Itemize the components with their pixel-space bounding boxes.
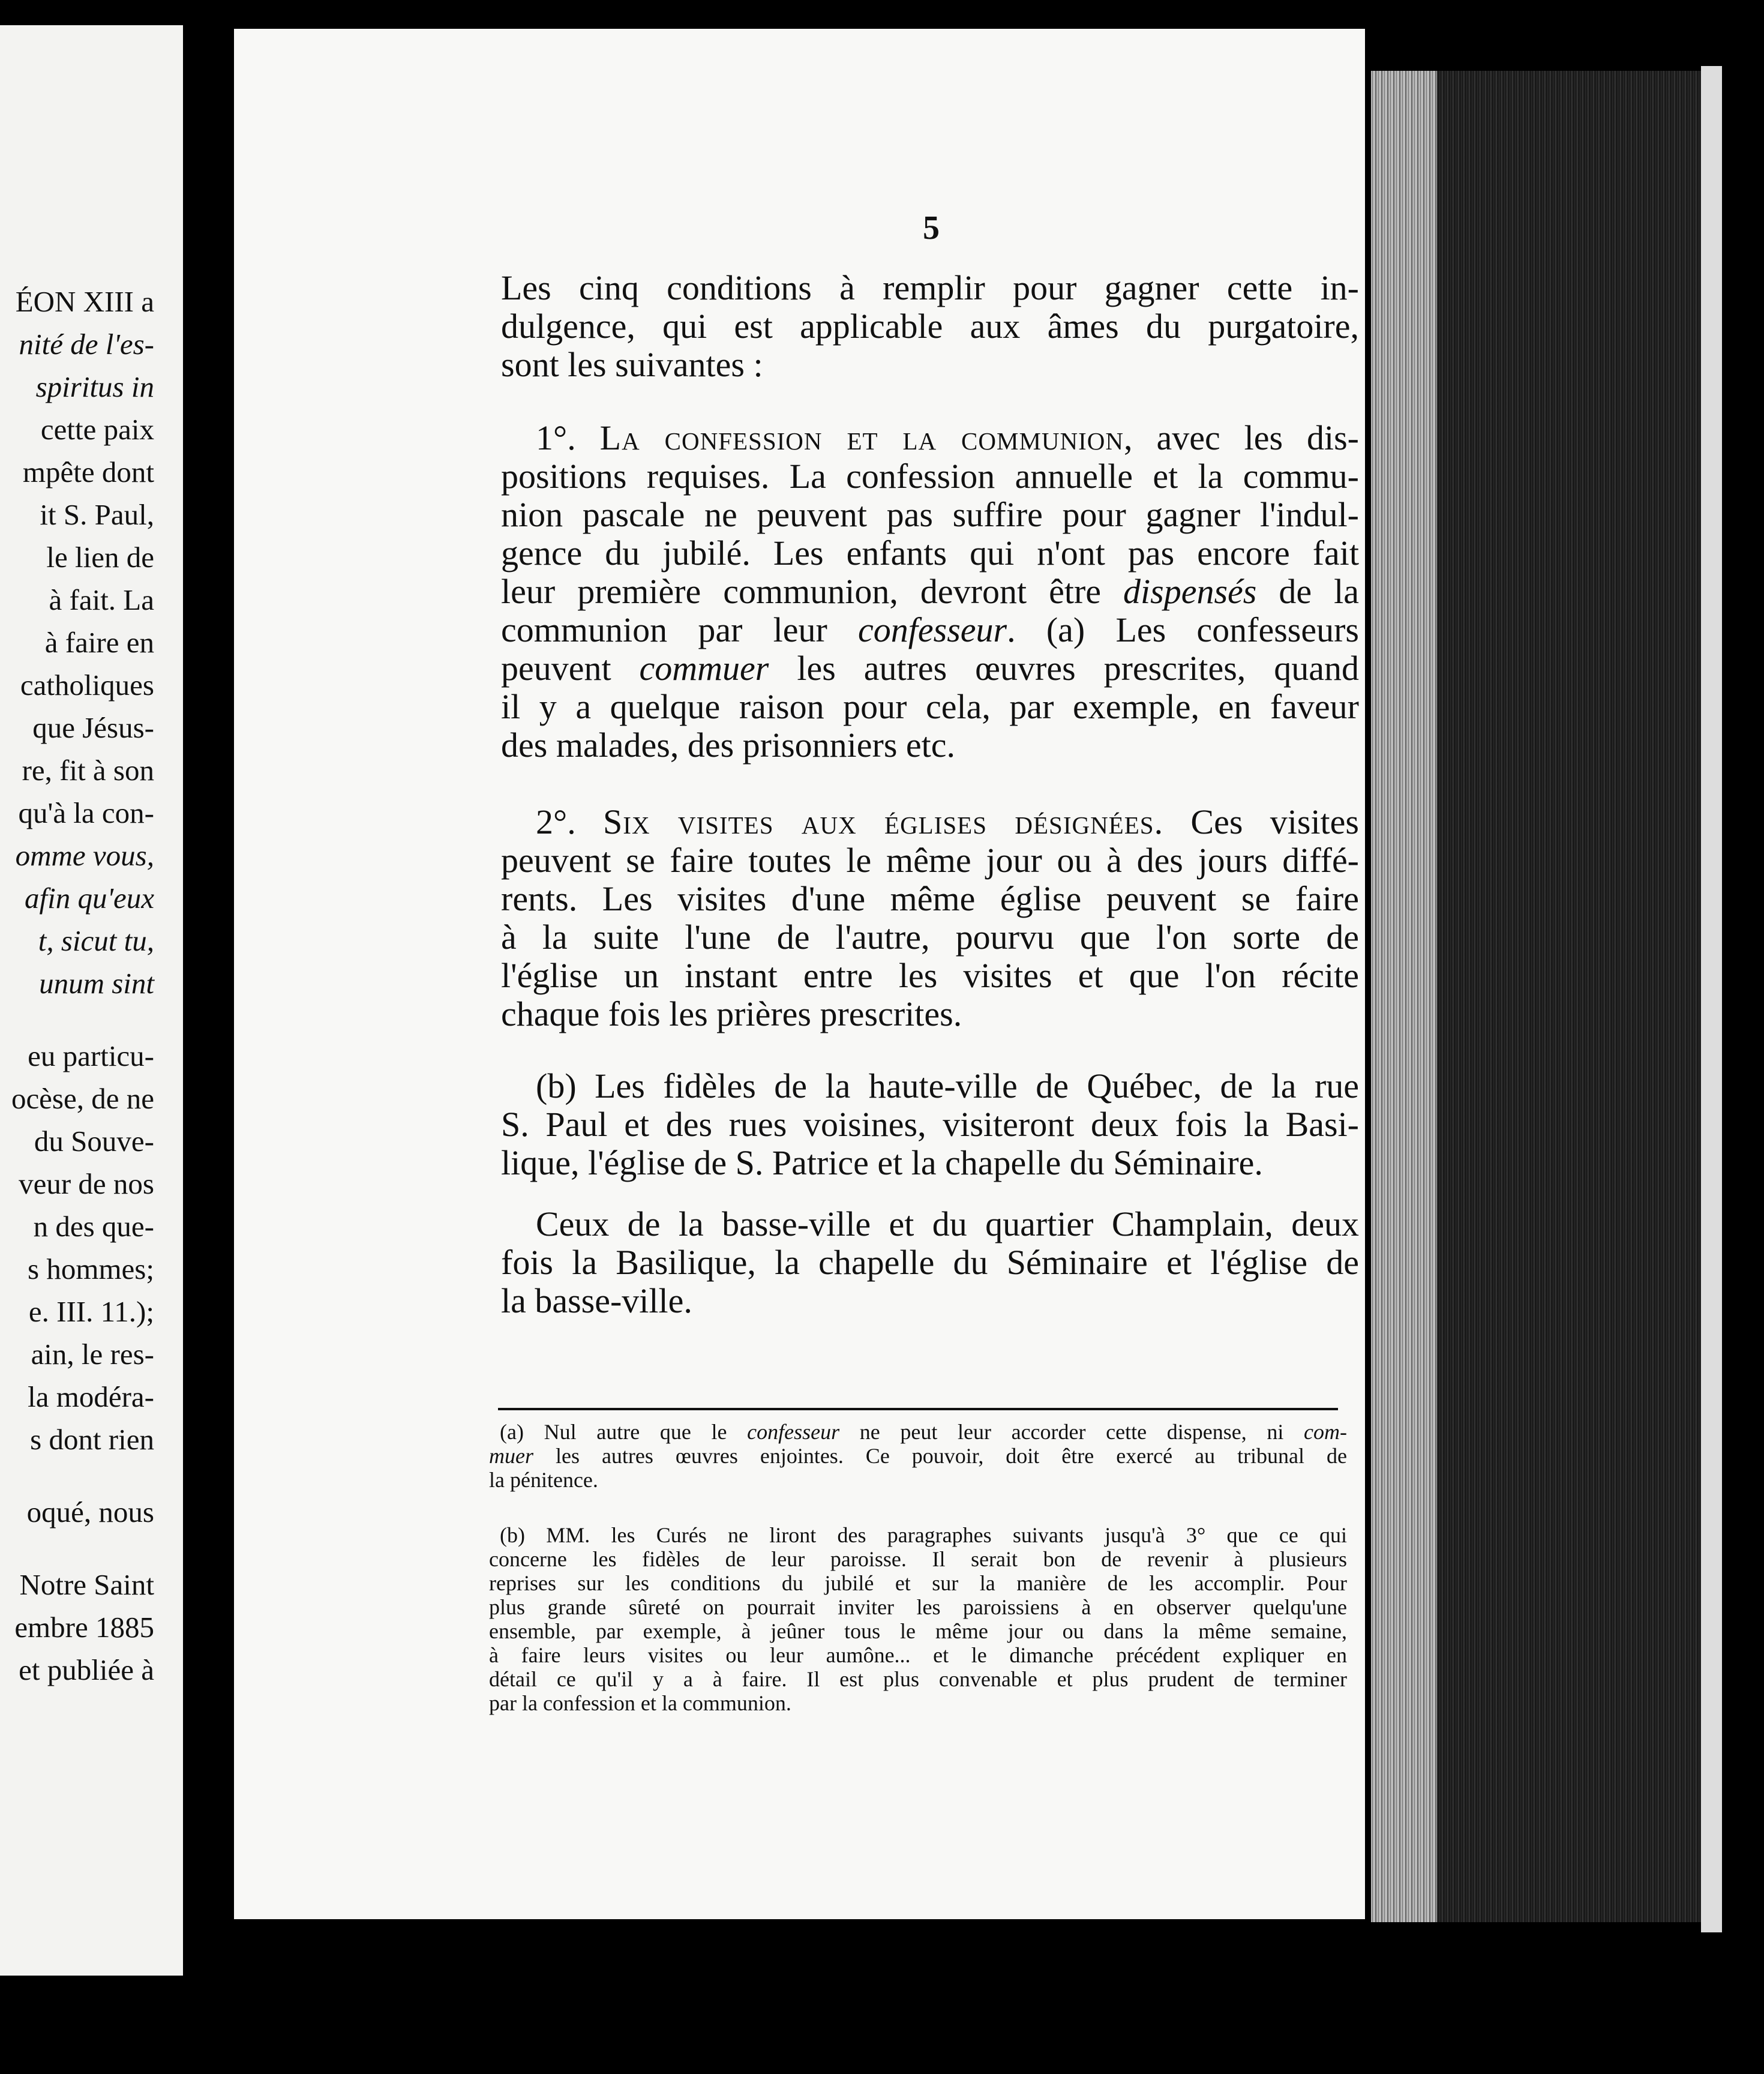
paragraph-basse-ville bbox=[501, 1205, 1359, 1320]
previous-page-line: nité de l'es- bbox=[19, 328, 154, 361]
previous-page-line: n des que- bbox=[33, 1210, 154, 1243]
page-stack bbox=[1371, 71, 1437, 1922]
text-line: l'église un instant entre les visites et que l'on récite bbox=[501, 956, 1359, 995]
text-line: S. Paul et des rues voisines, visiteront deux fois la Basi- bbox=[501, 1105, 1359, 1144]
previous-page-line: s hommes; bbox=[28, 1252, 154, 1285]
previous-page-line: spiritus in bbox=[35, 370, 154, 403]
previous-page-line: et publiée à bbox=[19, 1653, 154, 1686]
paragraph-six-visites bbox=[501, 803, 1359, 1033]
previous-page-line: du Souve- bbox=[34, 1125, 154, 1158]
footnote-a bbox=[489, 1420, 1347, 1492]
text-line: concerne les fidèles de leur paroisse. Il serait bon de revenir à plusieurs bbox=[489, 1547, 1347, 1571]
previous-page-line: que Jésus- bbox=[32, 711, 154, 744]
previous-page-line: le lien de bbox=[46, 541, 154, 574]
previous-page-text bbox=[11, 280, 154, 1691]
text-line: Les cinq conditions à remplir pour gagner cette in- bbox=[501, 268, 1359, 307]
text-line: la basse-ville. bbox=[501, 1281, 692, 1320]
previous-page-line: afin qu'eux bbox=[25, 882, 154, 915]
previous-page-line: it S. Paul, bbox=[40, 498, 154, 531]
text-line: (a) Nul autre que le confesseur ne peut leur accorder cette dispense, ni com- bbox=[500, 1420, 1347, 1444]
previous-page-line: ain, le res- bbox=[31, 1338, 154, 1371]
footnote-b bbox=[489, 1523, 1347, 1715]
text-line: peuvent se faire toutes le même jour ou à des jours diffé- bbox=[501, 841, 1359, 880]
footnote-divider bbox=[498, 1408, 1338, 1410]
text-line: (b) Les fidèles de la haute-ville de Québec, de la rue bbox=[536, 1066, 1359, 1105]
previous-page-line: omme vous, bbox=[15, 839, 154, 872]
previous-page-line: embre 1885 bbox=[14, 1611, 154, 1644]
text-line: lique, l'église de S. Patrice et la chapelle du Séminaire. bbox=[501, 1143, 1263, 1182]
book-page bbox=[234, 29, 1365, 1919]
previous-page-line: mpête dont bbox=[22, 455, 154, 488]
text-line: (b) MM. les Curés ne liront des paragraphes suivants jusqu'à 3° que ce qui bbox=[500, 1523, 1347, 1547]
previous-page-line: qu'à la con- bbox=[18, 796, 154, 829]
text-line: communion par leur confesseur. (a) Les confesseurs bbox=[501, 610, 1359, 649]
text-line: à la suite l'une de l'autre, pourvu que l'on sorte de bbox=[501, 918, 1359, 957]
previous-page-line bbox=[11, 1461, 154, 1491]
previous-page-line: s dont rien bbox=[30, 1423, 154, 1456]
previous-page-line: catholiques bbox=[20, 669, 154, 702]
section-heading: Six visites aux églises désignées. bbox=[603, 802, 1164, 841]
section-heading: La confession et la communion bbox=[599, 418, 1124, 457]
previous-page-line: oqué, nous bbox=[26, 1495, 154, 1528]
previous-page-line: à faire en bbox=[44, 626, 154, 659]
previous-page-line: ÉON XIII a bbox=[15, 285, 154, 318]
text-line: leur première communion, devront être dispensés de la bbox=[501, 572, 1359, 611]
text-line: il y a quelque raison pour cela, par exemple, en faveur bbox=[501, 687, 1359, 726]
previous-page-line: re, fit à son bbox=[22, 754, 154, 787]
book-edge-highlight bbox=[1701, 66, 1722, 1932]
previous-page-line bbox=[11, 1533, 154, 1563]
paragraph-haute-ville bbox=[501, 1067, 1359, 1182]
previous-page-line: t, sicut tu, bbox=[38, 924, 154, 957]
text-line: 1°. La confession et la communion, avec les dis- bbox=[536, 418, 1359, 457]
text-line: sont les suivantes : bbox=[501, 345, 763, 384]
text-line: peuvent commuer les autres œuvres prescrites, quand bbox=[501, 649, 1359, 688]
previous-page-line: veur de nos bbox=[19, 1167, 154, 1200]
previous-page-line: Notre Saint bbox=[19, 1568, 154, 1601]
previous-page-line: à fait. La bbox=[49, 583, 154, 616]
previous-page-line: ocèse, de ne bbox=[11, 1082, 154, 1115]
text-line: la pénitence. bbox=[489, 1468, 598, 1492]
intro-paragraph bbox=[501, 269, 1359, 384]
text-line: fois la Basilique, la chapelle du Séminaire et l'église de bbox=[501, 1243, 1359, 1282]
text-line: à faire leurs visites ou leur aumône... et le dimanche précédent expliquer en bbox=[489, 1643, 1347, 1667]
text-line: chaque fois les prières prescrites. bbox=[501, 994, 962, 1033]
paragraph-confession-communion bbox=[501, 419, 1359, 765]
text-line: ensemble, par exemple, à jeûner tous le même jour ou dans la même semaine, bbox=[489, 1619, 1347, 1643]
text-line: gence du jubilé. Les enfants qui n'ont pas encore fait bbox=[501, 534, 1359, 573]
text-line: des malades, des prisonniers etc. bbox=[501, 726, 956, 765]
text-line: reprises sur les conditions du jubilé et sur la manière de les accomplir. Pour bbox=[489, 1571, 1347, 1595]
text-line: Ceux de la basse-ville et du quartier Champlain, deux bbox=[536, 1204, 1359, 1243]
text-line: 2°. Six visites aux églises désignées. Ces visites bbox=[536, 802, 1359, 841]
previous-page-line: e. III. 11.); bbox=[28, 1295, 154, 1328]
text-line: détail ce qu'il y a à faire. Il est plus convenable et plus prudent de terminer bbox=[489, 1667, 1347, 1691]
text-line: dulgence, qui est applicable aux âmes du purgatoire, bbox=[501, 307, 1359, 346]
previous-page-line: cette paix bbox=[40, 413, 154, 446]
previous-page-line: eu particu- bbox=[28, 1039, 154, 1072]
previous-page-line: unum sint bbox=[39, 967, 154, 1000]
text-line: rents. Les visites d'une même église peuvent se faire bbox=[501, 879, 1359, 918]
book-page-edges bbox=[1371, 71, 1707, 1922]
previous-page-line: la modéra- bbox=[28, 1380, 154, 1413]
page-number: 5 bbox=[923, 209, 940, 247]
text-line: positions requises. La confession annuelle et la commu- bbox=[501, 457, 1359, 496]
previous-page-fragment bbox=[0, 25, 183, 1976]
text-line: muer les autres œuvres enjointes. Ce pouvoir, doit être exercé au tribunal de bbox=[489, 1444, 1347, 1468]
text-line: plus grande sûreté on pourrait inviter les paroissiens à en observer quelqu'une bbox=[489, 1595, 1347, 1619]
text-line: nion pascale ne peuvent pas suffire pour gagner l'indul- bbox=[501, 495, 1359, 534]
text-line: par la confession et la communion. bbox=[489, 1691, 791, 1715]
previous-page-line bbox=[11, 1005, 154, 1035]
